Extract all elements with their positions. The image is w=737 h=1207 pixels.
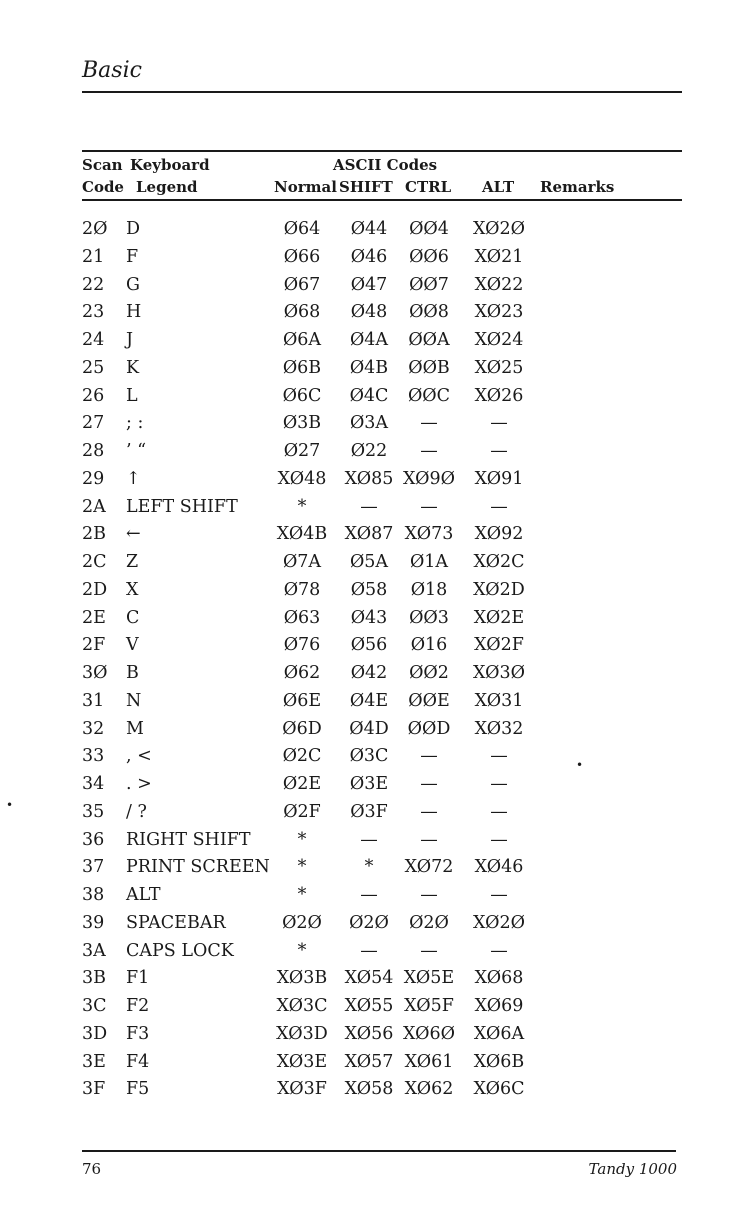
table-row [0,493,737,521]
cell-scan-code: 2A [82,496,106,517]
cell-shift: Ø4A [349,330,389,350]
cell-key-legend: F1 [126,968,150,989]
cell-shift: Ø44 [350,219,388,239]
cell-normal: XØ3C [276,996,328,1016]
cell-key-legend: D [126,219,141,239]
cell-key-legend: ← [126,524,141,545]
cell-normal: Ø68 [283,302,321,323]
table-row [0,548,737,576]
cell-shift: XØ54 [344,968,394,989]
cell-alt: XØ2D [473,579,525,600]
cell-alt: — [490,829,508,850]
cell-alt: — [490,413,508,434]
cell-key-legend: H [126,302,142,323]
cell-shift: Ø2Ø [349,912,389,933]
table-row [0,1075,737,1103]
cell-shift: Ø3C [349,746,389,767]
table-row [0,1048,737,1076]
table-row [0,298,737,326]
cell-alt: XØ2F [474,635,524,656]
cell-alt: XØ31 [474,690,524,711]
cell-normal: XØ3B [276,968,328,989]
cell-normal: Ø27 [283,441,321,461]
cell-scan-code: 2F [82,635,106,656]
cell-ctrl: ØØC [407,385,451,406]
cell-scan-code: 2D [82,579,108,600]
cell-alt: XØ6B [473,1051,525,1072]
cell-ctrl: — [420,774,438,794]
table-row [0,631,737,659]
footer-rule [82,1150,676,1152]
cell-normal: Ø6C [282,385,322,406]
cell-key-legend: J [126,330,134,350]
cell-alt: XØ3Ø [473,663,525,683]
table-row [0,937,737,965]
cell-scan-code: 36 [82,829,105,850]
cell-ctrl: XØ9Ø [403,468,455,489]
cell-ctrl: ØØ4 [409,219,449,239]
table-top-rule [82,150,682,152]
cell-normal: Ø76 [283,635,321,656]
cell-shift: Ø22 [350,441,388,461]
cell-alt: XØ24 [474,330,524,350]
cell-alt: — [490,940,508,961]
cell-alt: XØ21 [474,246,524,267]
cell-key-legend: ; : [126,413,144,434]
table-row [0,992,737,1020]
cell-normal: * [297,496,307,517]
cell-ctrl: XØ6Ø [403,1023,455,1044]
cell-ctrl: — [420,885,438,905]
cell-normal: Ø6B [282,357,322,378]
cell-ctrl: — [420,940,438,961]
cell-ctrl: Ø18 [410,579,448,600]
cell-shift: — [360,829,378,850]
cell-shift: Ø3A [349,413,389,434]
cell-scan-code: 38 [82,885,105,905]
table-row [0,520,737,548]
cell-ctrl: — [420,496,438,517]
table-row [0,576,737,604]
section-title: Basic [82,58,142,83]
header-bottom-rule [82,199,682,201]
cell-ctrl: XØ73 [404,524,454,545]
cell-key-legend: PRINT SCREEN [126,857,270,878]
cell-alt: XØ2Ø [473,912,525,933]
cell-scan-code: 28 [82,441,105,461]
cell-shift: — [360,885,378,905]
header-shift: SHIFT [339,178,393,196]
cell-shift: Ø48 [350,302,388,323]
cell-scan-code: 25 [82,357,105,378]
cell-shift: Ø3E [349,774,389,794]
cell-ctrl: XØ61 [404,1051,454,1072]
cell-key-legend: CAPS LOCK [126,940,234,961]
cell-ctrl: XØ5E [403,968,455,989]
cell-scan-code: 2Ø [82,219,108,239]
cell-normal: Ø63 [283,607,321,628]
cell-scan-code: 32 [82,718,105,739]
cell-key-legend: F5 [126,1079,150,1100]
table-row [0,853,737,881]
cell-alt: XØ92 [474,524,524,545]
cell-shift: Ø47 [350,274,388,295]
cell-shift: Ø4C [349,385,389,406]
cell-ctrl: — [420,413,438,434]
cell-shift: XØ58 [344,1079,394,1100]
cell-scan-code: 34 [82,774,105,794]
cell-key-legend: V [126,635,139,656]
cell-alt: XØ25 [474,357,524,378]
cell-normal: Ø62 [283,663,321,683]
cell-shift: XØ56 [344,1023,394,1044]
cell-alt: XØ2E [473,607,525,628]
cell-shift: XØ87 [344,524,394,545]
cell-alt: XØ6C [473,1079,525,1100]
cell-scan-code: 39 [82,912,105,933]
cell-key-legend: . > [126,774,152,794]
cell-ctrl: Ø16 [410,635,448,656]
cell-key-legend: G [126,274,140,295]
cell-key-legend: F4 [126,1051,150,1072]
cell-key-legend: Z [126,552,139,572]
cell-normal: Ø3B [282,413,322,434]
cell-ctrl: — [420,829,438,850]
cell-alt: — [490,801,508,822]
cell-normal: Ø6D [282,718,322,739]
cell-key-legend: LEFT SHIFT [126,496,238,517]
cell-normal: XØ3E [276,1051,328,1072]
cell-alt: XØ69 [474,996,524,1016]
cell-normal: Ø2E [282,774,322,794]
cell-ctrl: ØØD [407,718,451,739]
cell-key-legend: N [126,690,142,711]
table-row [0,909,737,937]
header-legend: Legend [136,178,198,196]
cell-shift: Ø42 [350,663,388,683]
cell-shift: * [364,857,374,878]
cell-scan-code: 24 [82,330,105,350]
cell-key-legend: L [126,385,138,406]
cell-shift: Ø58 [350,579,388,600]
table-row [0,715,737,743]
cell-key-legend: K [126,357,140,378]
cell-alt: XØ91 [474,468,524,489]
cell-scan-code: 21 [82,246,105,267]
header-ctrl: CTRL [405,178,452,196]
table-row [0,770,737,798]
table-row [0,798,737,826]
cell-ctrl: Ø1A [409,552,449,572]
cell-scan-code: 33 [82,746,105,767]
table-row [0,326,737,354]
cell-alt: XØ26 [474,385,524,406]
cell-alt: XØ2C [473,552,525,572]
table-row [0,243,737,271]
cell-key-legend: ’ “ [126,441,147,461]
cell-scan-code: 29 [82,468,105,489]
cell-scan-code: 3B [82,968,106,989]
cell-normal: Ø6E [282,690,322,711]
table-row [0,437,737,465]
cell-shift: Ø3F [350,801,388,822]
footer-brand: Tandy 1000 [588,1160,677,1178]
cell-key-legend: SPACEBAR [126,912,226,933]
header-normal: Normal [274,178,337,196]
cell-ctrl: ØØ8 [409,302,449,323]
cell-normal: XØ48 [277,468,327,489]
header-ascii-codes: ASCII Codes [333,156,438,174]
cell-scan-code: 3C [82,996,107,1016]
cell-scan-code: 2E [82,607,106,628]
cell-ctrl: ØØE [408,690,450,711]
cell-shift: XØ55 [344,996,394,1016]
cell-ctrl: Ø2Ø [409,912,449,933]
table-row [0,742,737,770]
cell-normal: XØ3D [276,1023,328,1044]
table-row [0,215,737,243]
cell-ctrl: — [420,746,438,767]
table-row [0,659,737,687]
cell-alt: XØ22 [474,274,524,295]
cell-alt: XØ32 [474,718,524,739]
cell-scan-code: 37 [82,857,105,878]
table-row [0,354,737,382]
cell-scan-code: 35 [82,801,105,822]
cell-shift: Ø56 [350,635,388,656]
header-alt: ALT [482,178,515,196]
cell-ctrl: — [420,441,438,461]
cell-normal: Ø64 [283,219,321,239]
cell-key-legend: B [126,663,139,683]
page-number: 76 [82,1160,102,1178]
cell-alt: XØ2Ø [473,219,525,239]
cell-scan-code: 3Ø [82,663,108,683]
cell-scan-code: 3F [82,1079,106,1100]
cell-shift: — [360,940,378,961]
cell-alt: XØ6A [473,1023,525,1044]
cell-key-legend: RIGHT SHIFT [126,829,251,850]
cell-ctrl: ØØ2 [409,663,449,683]
cell-shift: — [360,496,378,517]
cell-normal: XØ3F [277,1079,327,1100]
cell-alt: — [490,441,508,461]
cell-key-legend: F [126,246,139,267]
cell-alt: XØ23 [474,302,524,323]
cell-normal: Ø78 [283,579,321,600]
header-code: Code [82,178,124,196]
cell-normal: Ø66 [283,246,321,267]
cell-alt: XØ68 [474,968,524,989]
cell-scan-code: 3A [82,940,106,961]
cell-shift: Ø46 [350,246,388,267]
cell-key-legend: F2 [126,996,150,1016]
cell-scan-code: 3E [82,1051,106,1072]
stray-mark: • [576,758,584,772]
cell-normal: Ø2F [283,801,321,822]
cell-key-legend: / ? [126,801,147,822]
cell-ctrl: XØ72 [404,857,454,878]
cell-key-legend: X [126,579,139,600]
cell-shift: XØ57 [344,1051,394,1072]
cell-ctrl: XØ62 [404,1079,454,1100]
top-rule [82,91,682,93]
cell-shift: Ø4B [349,357,389,378]
cell-normal: * [297,829,307,850]
cell-normal: * [297,857,307,878]
cell-scan-code: 26 [82,385,105,406]
cell-ctrl: ØØA [408,330,450,350]
header-remarks: Remarks [540,178,615,196]
cell-key-legend: ↑ [126,468,141,489]
cell-ctrl: ØØ3 [409,607,449,628]
cell-shift: Ø4D [349,718,389,739]
table-row [0,687,737,715]
cell-normal: XØ4B [276,524,328,545]
stray-mark: • [6,798,14,812]
cell-ctrl: XØ5F [404,996,454,1016]
cell-ctrl: — [420,801,438,822]
cell-scan-code: 22 [82,274,105,295]
cell-normal: Ø7A [282,552,322,572]
cell-alt: — [490,885,508,905]
cell-scan-code: 2C [82,552,107,572]
cell-scan-code: 27 [82,413,105,434]
table-row [0,382,737,410]
table-row [0,604,737,632]
cell-key-legend: M [126,718,144,739]
table-row [0,881,737,909]
cell-shift: Ø5A [349,552,389,572]
cell-ctrl: ØØB [408,357,450,378]
header-keyboard: Keyboard [130,156,210,174]
table-row [0,271,737,299]
cell-scan-code: 23 [82,302,105,323]
cell-alt: — [490,774,508,794]
cell-normal: Ø2C [282,746,322,767]
cell-key-legend: F3 [126,1023,150,1044]
cell-alt: — [490,496,508,517]
table-row [0,964,737,992]
cell-normal: Ø6A [282,330,322,350]
cell-scan-code: 31 [82,690,105,711]
cell-shift: Ø43 [350,607,388,628]
cell-scan-code: 2B [82,524,106,545]
cell-shift: Ø4E [349,690,389,711]
cell-normal: Ø2Ø [282,912,322,933]
table-row [0,465,737,493]
header-scan: Scan [82,156,123,174]
cell-normal: * [297,885,307,905]
table-row [0,1020,737,1048]
table-row [0,826,737,854]
cell-shift: XØ85 [344,468,394,489]
cell-ctrl: ØØ7 [409,274,449,295]
cell-alt: — [490,746,508,767]
cell-key-legend: , < [126,746,152,767]
cell-key-legend: ALT [126,885,161,905]
cell-key-legend: C [126,607,140,628]
cell-normal: Ø67 [283,274,321,295]
cell-normal: * [297,940,307,961]
cell-alt: XØ46 [474,857,524,878]
table-row [0,409,737,437]
cell-ctrl: ØØ6 [409,246,449,267]
cell-scan-code: 3D [82,1023,108,1044]
